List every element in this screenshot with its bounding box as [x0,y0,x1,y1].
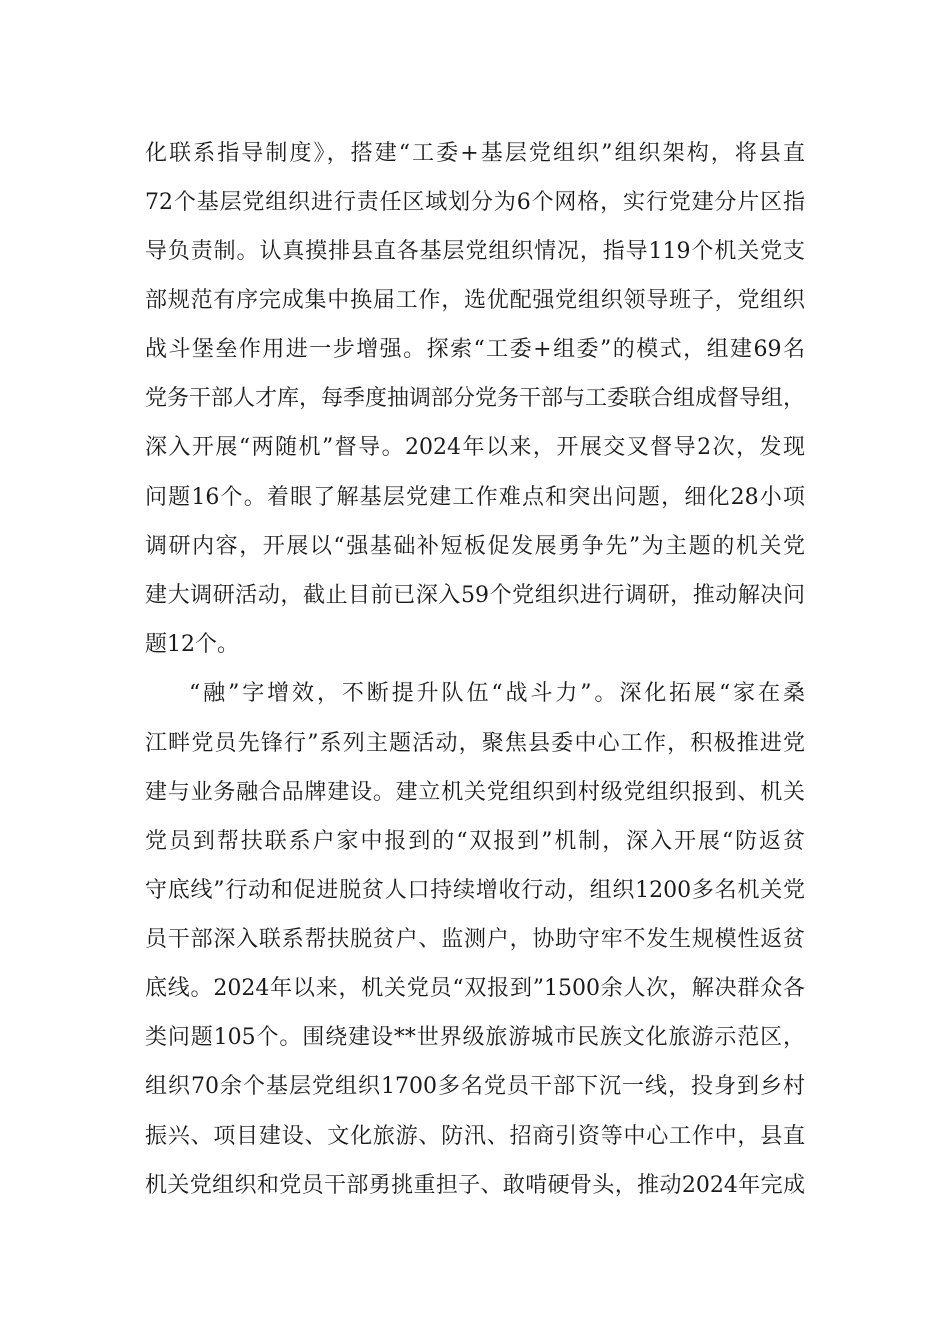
text-line: 化联系指导制度》，搭建“工委+基层党组织”组织架构，将县直 [145,141,805,166]
text-line: 党务干部人才库，每季度抽调部分党务干部与工委联合组成督导组， [145,386,806,411]
text-line: 守底线”行动和促进脱贫人口持续增收行动，组织1200多名机关党 [145,878,805,903]
text-line: 72个基层党组织进行责任区域划分为6个网格，实行党建分片区指 [145,190,805,215]
text-line: 调研内容，开展以“强基础补短板促发展勇争先”为主题的机关党 [145,534,805,559]
text-line: 问题16个。着眼了解基层党建工作难点和突出问题，细化28小项 [145,485,805,510]
text-line: 战斗堡垒作用进一步增强。探索“工委+组委”的模式，组建69名 [145,337,805,362]
text-line: 党员到帮扶联系户家中报到的“双报到”机制，深入开展“防返贫 [145,829,805,854]
text-line: 部规范有序完成集中换届工作，选优配强党组织领导班子，党组织 [145,288,805,313]
text-line: 建与业务融合品牌建设。建立机关党组织到村级党组织报到、机关 [145,780,805,805]
text-line: 题12个。 [145,632,239,657]
text-line: 员干部深入联系帮扶脱贫户、监测户，协助守牢不发生规模性返贫 [145,927,805,952]
text-line: 江畔党员先锋行”系列主题活动，聚焦县委中心工作，积极推进党 [145,731,805,756]
text-line: 组织70余个基层党组织1700多名党员干部下沉一线，投身到乡村 [145,1074,805,1099]
text-line: “融”字增效，不断提升队伍“战斗力”。深化拓展“家在桑 [189,681,805,706]
text-line: 机关党组织和党员干部勇挑重担子、敢啃硬骨头，推动2024年完成 [145,1173,805,1198]
text-line: 类问题105个。围绕建设**世界级旅游城市民族文化旅游示范区， [145,1025,805,1050]
text-line: 底线。2024年以来，机关党员“双报到”1500余人次，解决群众各 [145,976,805,1001]
text-line: 建大调研活动，截止目前已深入59个党组织进行调研，推动解决问 [145,583,805,608]
text-line: 振兴、项目建设、文化旅游、防汛、招商引资等中心工作中，县直 [145,1124,805,1149]
text-line: 深入开展“两随机”督导。2024年以来，开展交叉督导2次，发现 [145,435,805,460]
text-line: 导负责制。认真摸排县直各基层党组织情况，指导119个机关党支 [145,239,805,264]
